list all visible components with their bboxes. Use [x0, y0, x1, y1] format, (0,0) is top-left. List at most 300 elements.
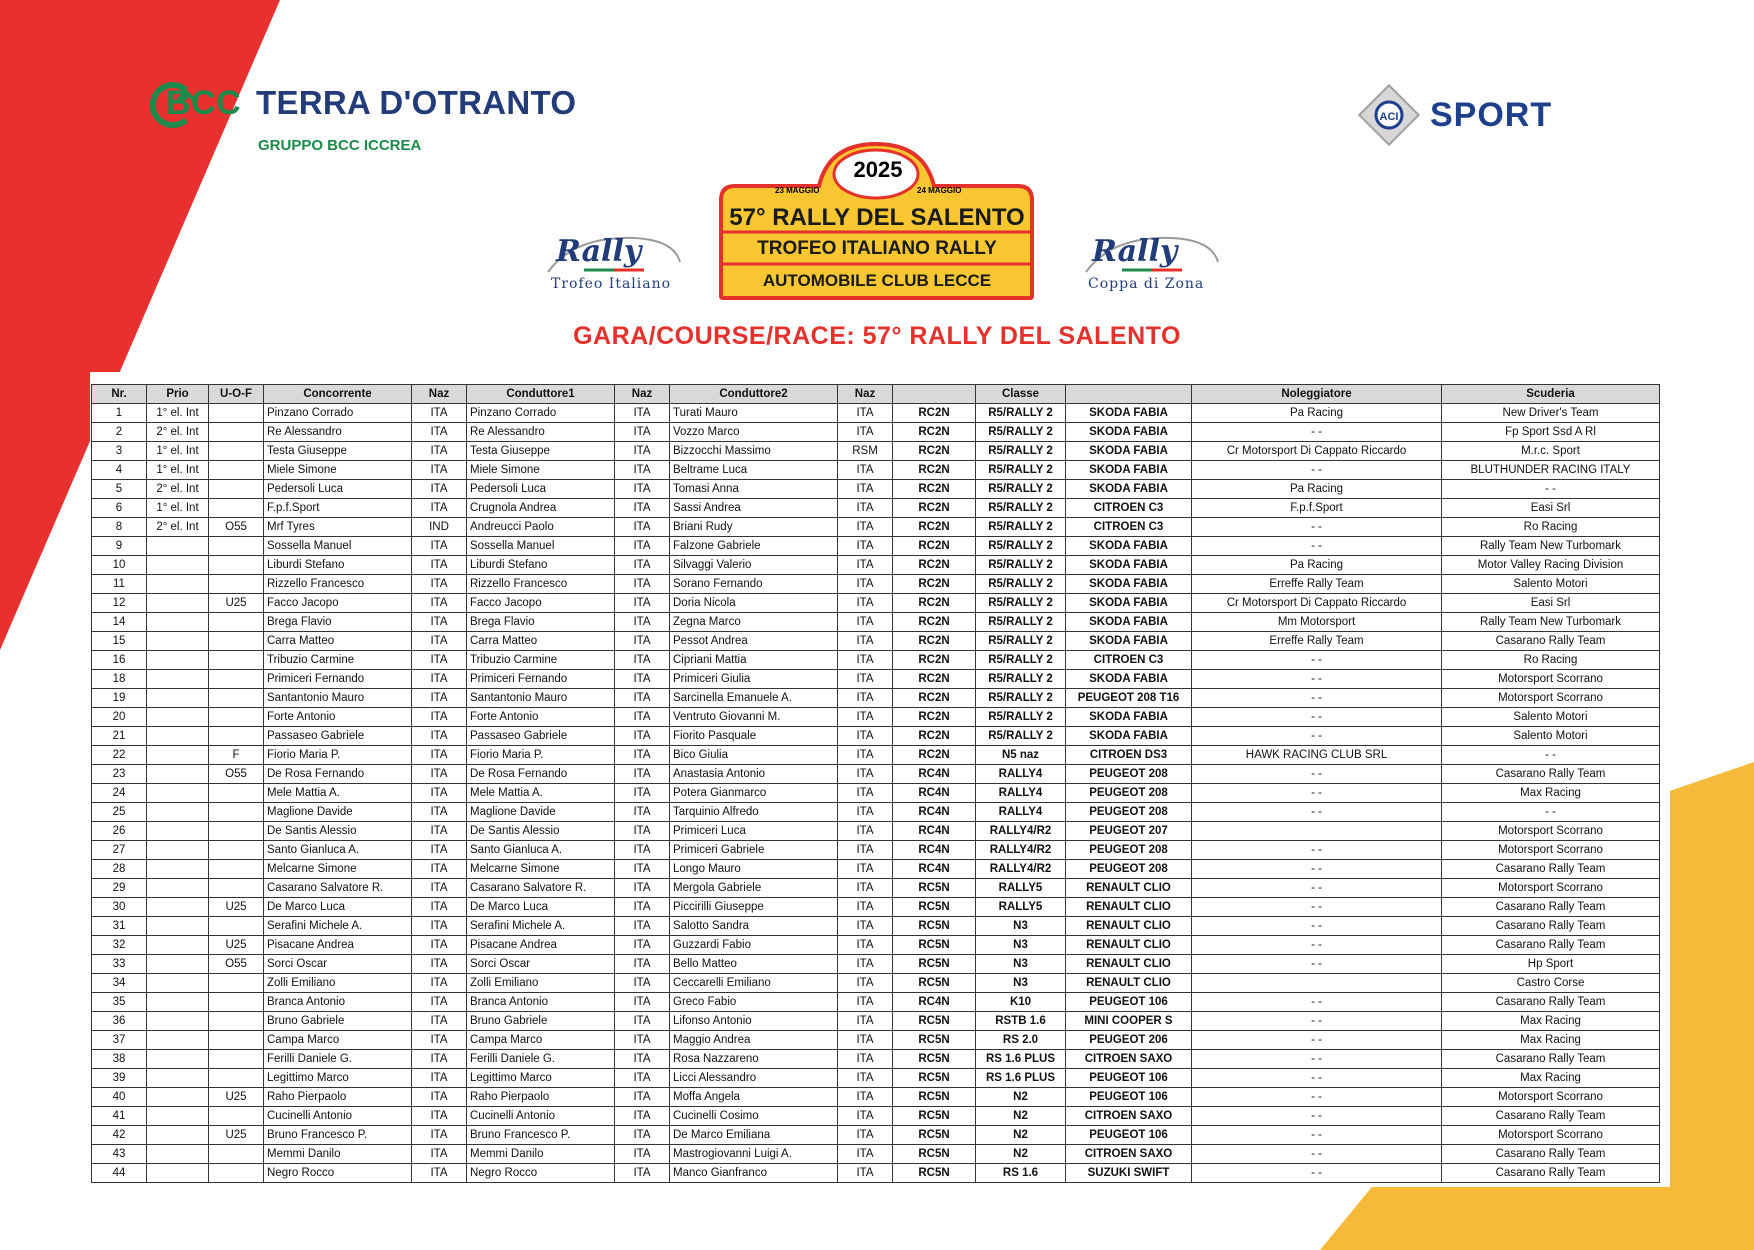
cell-naz2: ITA [615, 803, 670, 822]
cell-uof [209, 879, 264, 898]
aci-sport-wordmark: SPORT [1430, 96, 1553, 134]
cell-uof [209, 708, 264, 727]
table-row [92, 993, 1660, 1012]
cell-gruppo: RC5N [893, 1107, 976, 1126]
cell-concorrente: Pinzano Corrado [264, 404, 412, 423]
cell-conduttore2: Briani Rudy [670, 518, 838, 537]
cell-naz3: ITA [838, 841, 893, 860]
cell-naz1: IND [412, 518, 467, 537]
cell-naz2: ITA [615, 860, 670, 879]
cell-noleggiatore: - - [1192, 860, 1442, 879]
cell-classe: RSTB 1.6 [976, 1012, 1066, 1031]
cell-naz3: ITA [838, 955, 893, 974]
cell-gruppo: RC5N [893, 1126, 976, 1145]
cell-noleggiatore [1192, 822, 1442, 841]
cell-conduttore1: Bruno Francesco P. [467, 1126, 615, 1145]
cell-noleggiatore [1192, 974, 1442, 993]
cell-classe: R5/RALLY 2 [976, 651, 1066, 670]
cell-naz1: ITA [412, 898, 467, 917]
cell-prio [147, 708, 209, 727]
cell-naz1: ITA [412, 575, 467, 594]
cell-scuderia: Easi Srl [1442, 594, 1660, 613]
cell-conduttore2: Mastrogiovanni Luigi A. [670, 1145, 838, 1164]
cell-noleggiatore: F.p.f.Sport [1192, 499, 1442, 518]
cell-conduttore2: Bello Matteo [670, 955, 838, 974]
cell-gruppo: RC5N [893, 1164, 976, 1183]
cell-gruppo: RC4N [893, 841, 976, 860]
cell-nr: 30 [92, 898, 147, 917]
cell-scuderia: New Driver's Team [1442, 404, 1660, 423]
cell-naz2: ITA [615, 651, 670, 670]
cell-naz1: ITA [412, 1050, 467, 1069]
cell-classe: R5/RALLY 2 [976, 708, 1066, 727]
column-header-gruppo [893, 385, 976, 404]
cell-prio: 2° el. Int [147, 518, 209, 537]
cell-vettura: PEUGEOT 208 [1066, 765, 1192, 784]
cell-naz2: ITA [615, 898, 670, 917]
cell-conduttore2: Sarcinella Emanuele A. [670, 689, 838, 708]
cell-naz2: ITA [615, 689, 670, 708]
cell-gruppo: RC5N [893, 1088, 976, 1107]
cell-scuderia: Casarano Rally Team [1442, 1050, 1660, 1069]
cell-conduttore1: Forte Antonio [467, 708, 615, 727]
cell-nr: 33 [92, 955, 147, 974]
cell-uof [209, 442, 264, 461]
cell-prio: 2° el. Int [147, 423, 209, 442]
cell-conduttore1: Carra Matteo [467, 632, 615, 651]
cell-conduttore1: Brega Flavio [467, 613, 615, 632]
cell-nr: 4 [92, 461, 147, 480]
cell-naz3: ITA [838, 480, 893, 499]
cell-nr: 43 [92, 1145, 147, 1164]
race-title: GARA/COURSE/RACE: 57° RALLY DEL SALENTO [573, 322, 1181, 350]
cell-concorrente: Casarano Salvatore R. [264, 879, 412, 898]
cell-uof [209, 556, 264, 575]
cell-conduttore2: Beltrame Luca [670, 461, 838, 480]
cell-scuderia: Casarano Rally Team [1442, 1145, 1660, 1164]
cell-uof [209, 1031, 264, 1050]
cell-scuderia: Ro Racing [1442, 518, 1660, 537]
cell-nr: 10 [92, 556, 147, 575]
cell-conduttore1: Branca Antonio [467, 993, 615, 1012]
cell-classe: R5/RALLY 2 [976, 537, 1066, 556]
cell-uof [209, 860, 264, 879]
cell-naz2: ITA [615, 841, 670, 860]
cell-prio [147, 670, 209, 689]
cell-gruppo: RC2N [893, 537, 976, 556]
cell-uof [209, 689, 264, 708]
cell-concorrente: Testa Giuseppe [264, 442, 412, 461]
cell-conduttore2: Maggio Andrea [670, 1031, 838, 1050]
cell-scuderia: Salento Motori [1442, 575, 1660, 594]
cell-naz1: ITA [412, 632, 467, 651]
cell-noleggiatore: - - [1192, 727, 1442, 746]
cell-scuderia: Motorsport Scorrano [1442, 689, 1660, 708]
column-header-nr: Nr. [92, 385, 147, 404]
cell-conduttore1: Negro Rocco [467, 1164, 615, 1183]
cell-conduttore2: Falzone Gabriele [670, 537, 838, 556]
cell-naz1: ITA [412, 480, 467, 499]
cell-naz1: ITA [412, 765, 467, 784]
table-row [92, 556, 1660, 575]
table-row [92, 670, 1660, 689]
cell-vettura: CITROEN C3 [1066, 518, 1192, 537]
table-row [92, 1088, 1660, 1107]
cell-naz2: ITA [615, 974, 670, 993]
cell-vettura: PEUGEOT 208 T16 [1066, 689, 1192, 708]
cell-naz2: ITA [615, 1107, 670, 1126]
cell-naz3: ITA [838, 423, 893, 442]
cell-noleggiatore: - - [1192, 803, 1442, 822]
cell-naz2: ITA [615, 499, 670, 518]
cell-scuderia: Fp Sport Ssd A Rl [1442, 423, 1660, 442]
cell-noleggiatore: - - [1192, 1050, 1442, 1069]
cell-prio: 1° el. Int [147, 461, 209, 480]
cell-conduttore1: Fiorio Maria P. [467, 746, 615, 765]
cell-concorrente: Raho Pierpaolo [264, 1088, 412, 1107]
cell-noleggiatore: - - [1192, 841, 1442, 860]
cell-gruppo: RC5N [893, 974, 976, 993]
cell-vettura: SKODA FABIA [1066, 480, 1192, 499]
cell-prio [147, 632, 209, 651]
cell-classe: RALLY4/R2 [976, 841, 1066, 860]
cell-concorrente: Re Alessandro [264, 423, 412, 442]
cell-noleggiatore: - - [1192, 1126, 1442, 1145]
cell-uof [209, 632, 264, 651]
cell-nr: 24 [92, 784, 147, 803]
cell-uof: O55 [209, 765, 264, 784]
cell-naz3: ITA [838, 518, 893, 537]
cell-uof [209, 423, 264, 442]
cell-noleggiatore: - - [1192, 1088, 1442, 1107]
cell-concorrente: Legittimo Marco [264, 1069, 412, 1088]
table-row [92, 822, 1660, 841]
cell-concorrente: Mrf Tyres [264, 518, 412, 537]
cell-vettura: SUZUKI SWIFT [1066, 1164, 1192, 1183]
cell-conduttore1: Facco Jacopo [467, 594, 615, 613]
cell-gruppo: RC2N [893, 575, 976, 594]
cell-gruppo: RC2N [893, 480, 976, 499]
cell-naz3: ITA [838, 461, 893, 480]
column-header-naz2: Naz [615, 385, 670, 404]
cell-vettura: PEUGEOT 106 [1066, 993, 1192, 1012]
cell-gruppo: RC2N [893, 518, 976, 537]
cell-naz3: ITA [838, 708, 893, 727]
cell-naz3: ITA [838, 689, 893, 708]
cell-nr: 31 [92, 917, 147, 936]
cell-conduttore1: Memmi Danilo [467, 1145, 615, 1164]
cell-vettura: SKODA FABIA [1066, 404, 1192, 423]
cell-naz1: ITA [412, 993, 467, 1012]
cell-naz3: ITA [838, 556, 893, 575]
cell-vettura: RENAULT CLIO [1066, 974, 1192, 993]
table-row [92, 803, 1660, 822]
cell-noleggiatore: - - [1192, 518, 1442, 537]
cell-naz2: ITA [615, 822, 670, 841]
cell-conduttore1: Campa Marco [467, 1031, 615, 1050]
cell-scuderia: Casarano Rally Team [1442, 765, 1660, 784]
cell-naz2: ITA [615, 1050, 670, 1069]
cell-naz2: ITA [615, 594, 670, 613]
cell-scuderia: Casarano Rally Team [1442, 860, 1660, 879]
cell-noleggiatore: - - [1192, 879, 1442, 898]
bcc-wordmark: BCC [166, 84, 242, 122]
cell-naz1: ITA [412, 803, 467, 822]
cell-scuderia: - - [1442, 746, 1660, 765]
table-row [92, 784, 1660, 803]
cell-prio [147, 898, 209, 917]
cell-gruppo: RC5N [893, 1069, 976, 1088]
table-row [92, 499, 1660, 518]
cell-classe: RALLY5 [976, 879, 1066, 898]
cell-noleggiatore: - - [1192, 708, 1442, 727]
cell-gruppo: RC2N [893, 404, 976, 423]
column-header-concorrente: Concorrente [264, 385, 412, 404]
cell-naz3: ITA [838, 860, 893, 879]
cell-noleggiatore: - - [1192, 1107, 1442, 1126]
cell-conduttore2: Silvaggi Valerio [670, 556, 838, 575]
cell-concorrente: Sorci Oscar [264, 955, 412, 974]
table-row [92, 936, 1660, 955]
cell-prio [147, 1164, 209, 1183]
cell-classe: R5/RALLY 2 [976, 632, 1066, 651]
cell-classe: R5/RALLY 2 [976, 594, 1066, 613]
cell-naz3: ITA [838, 499, 893, 518]
cell-naz3: ITA [838, 746, 893, 765]
cell-naz1: ITA [412, 1012, 467, 1031]
cell-naz1: ITA [412, 404, 467, 423]
cell-uof [209, 841, 264, 860]
table-row [92, 898, 1660, 917]
table-row [92, 879, 1660, 898]
cell-nr: 36 [92, 1012, 147, 1031]
cell-scuderia: Casarano Rally Team [1442, 632, 1660, 651]
cell-naz2: ITA [615, 1164, 670, 1183]
cell-naz1: ITA [412, 1069, 467, 1088]
cell-noleggiatore: Erreffe Rally Team [1192, 632, 1442, 651]
table-row [92, 841, 1660, 860]
cell-naz1: ITA [412, 955, 467, 974]
cell-naz2: ITA [615, 993, 670, 1012]
cell-concorrente: De Rosa Fernando [264, 765, 412, 784]
cell-concorrente: Santo Gianluca A. [264, 841, 412, 860]
cell-naz3: ITA [838, 822, 893, 841]
table-row [92, 461, 1660, 480]
cell-classe: N3 [976, 936, 1066, 955]
cell-uof [209, 537, 264, 556]
cell-prio [147, 556, 209, 575]
cell-scuderia: Easi Srl [1442, 499, 1660, 518]
cell-vettura: RENAULT CLIO [1066, 917, 1192, 936]
cell-scuderia: Castro Corse [1442, 974, 1660, 993]
cell-noleggiatore: - - [1192, 1164, 1442, 1183]
cell-uof [209, 499, 264, 518]
cell-conduttore1: Pinzano Corrado [467, 404, 615, 423]
cell-scuderia: Hp Sport [1442, 955, 1660, 974]
cell-gruppo: RC5N [893, 1050, 976, 1069]
cell-noleggiatore: - - [1192, 765, 1442, 784]
cell-conduttore1: Santantonio Mauro [467, 689, 615, 708]
table-row [92, 1050, 1660, 1069]
cell-conduttore1: Cucinelli Antonio [467, 1107, 615, 1126]
cell-conduttore1: Sossella Manuel [467, 537, 615, 556]
cell-prio [147, 860, 209, 879]
cell-noleggiatore: Cr Motorsport Di Cappato Riccardo [1192, 442, 1442, 461]
cell-naz1: ITA [412, 1031, 467, 1050]
cell-concorrente: F.p.f.Sport [264, 499, 412, 518]
rally-trofeo-word: Rally [556, 234, 642, 269]
cell-gruppo: RC5N [893, 1145, 976, 1164]
cell-concorrente: Mele Mattia A. [264, 784, 412, 803]
cell-noleggiatore: - - [1192, 1012, 1442, 1031]
cell-prio [147, 765, 209, 784]
cell-nr: 5 [92, 480, 147, 499]
table-row [92, 442, 1660, 461]
cell-prio [147, 1107, 209, 1126]
cell-naz1: ITA [412, 917, 467, 936]
cell-scuderia: Max Racing [1442, 1012, 1660, 1031]
cell-naz3: ITA [838, 936, 893, 955]
cell-naz1: ITA [412, 1107, 467, 1126]
cell-prio [147, 1012, 209, 1031]
cell-conduttore1: Serafini Michele A. [467, 917, 615, 936]
cell-naz2: ITA [615, 879, 670, 898]
cell-naz3: ITA [838, 974, 893, 993]
cell-vettura: PEUGEOT 106 [1066, 1069, 1192, 1088]
table-body [92, 404, 1660, 1183]
cell-concorrente: Bruno Francesco P. [264, 1126, 412, 1145]
cell-gruppo: RC5N [893, 955, 976, 974]
cell-classe: R5/RALLY 2 [976, 461, 1066, 480]
plate-event-name: 57° RALLY DEL SALENTO [729, 204, 1025, 231]
column-header-conduttore2: Conduttore2 [670, 385, 838, 404]
cell-concorrente: Bruno Gabriele [264, 1012, 412, 1031]
plate-trophy: TROFEO ITALIANO RALLY [757, 238, 997, 259]
cell-classe: R5/RALLY 2 [976, 423, 1066, 442]
cell-noleggiatore: - - [1192, 784, 1442, 803]
table-row [92, 1107, 1660, 1126]
cell-uof [209, 1050, 264, 1069]
cell-naz3: ITA [838, 1069, 893, 1088]
cell-naz1: ITA [412, 1145, 467, 1164]
cell-naz1: ITA [412, 594, 467, 613]
cell-nr: 38 [92, 1050, 147, 1069]
cell-vettura: RENAULT CLIO [1066, 936, 1192, 955]
table-row [92, 955, 1660, 974]
cell-classe: R5/RALLY 2 [976, 727, 1066, 746]
cell-conduttore2: Salotto Sandra [670, 917, 838, 936]
cell-scuderia: Motorsport Scorrano [1442, 1126, 1660, 1145]
table-row [92, 423, 1660, 442]
cell-uof [209, 651, 264, 670]
cell-uof [209, 974, 264, 993]
cell-concorrente: Branca Antonio [264, 993, 412, 1012]
cell-uof: U25 [209, 1126, 264, 1145]
cell-conduttore1: Casarano Salvatore R. [467, 879, 615, 898]
cell-naz3: ITA [838, 784, 893, 803]
cell-classe: N2 [976, 1107, 1066, 1126]
cell-noleggiatore: - - [1192, 936, 1442, 955]
cell-naz3: ITA [838, 613, 893, 632]
cell-conduttore2: Pessot Andrea [670, 632, 838, 651]
cell-vettura: CITROEN C3 [1066, 651, 1192, 670]
cell-vettura: RENAULT CLIO [1066, 898, 1192, 917]
cell-uof [209, 613, 264, 632]
cell-conduttore1: Andreucci Paolo [467, 518, 615, 537]
cell-noleggiatore: - - [1192, 993, 1442, 1012]
cell-naz3: ITA [838, 1050, 893, 1069]
cell-conduttore1: Bruno Gabriele [467, 1012, 615, 1031]
cell-naz1: ITA [412, 499, 467, 518]
cell-naz3: ITA [838, 765, 893, 784]
cell-uof [209, 822, 264, 841]
cell-prio [147, 936, 209, 955]
cell-classe: R5/RALLY 2 [976, 613, 1066, 632]
cell-classe: N2 [976, 1088, 1066, 1107]
cell-nr: 2 [92, 423, 147, 442]
cell-conduttore2: Primiceri Gabriele [670, 841, 838, 860]
cell-nr: 18 [92, 670, 147, 689]
table-row [92, 746, 1660, 765]
cell-prio: 1° el. Int [147, 499, 209, 518]
table-header-row [92, 385, 1660, 404]
cell-prio [147, 1145, 209, 1164]
cell-naz2: ITA [615, 556, 670, 575]
table-row [92, 689, 1660, 708]
cell-vettura: SKODA FABIA [1066, 632, 1192, 651]
cell-naz3: ITA [838, 1164, 893, 1183]
rally-coppa-subtitle: Coppa di Zona [1088, 276, 1205, 292]
cell-naz1: ITA [412, 670, 467, 689]
cell-classe: RALLY5 [976, 898, 1066, 917]
cell-conduttore2: Cipriani Mattia [670, 651, 838, 670]
cell-nr: 25 [92, 803, 147, 822]
cell-gruppo: RC2N [893, 442, 976, 461]
table-row [92, 575, 1660, 594]
cell-prio [147, 1126, 209, 1145]
cell-conduttore2: Fiorito Pasquale [670, 727, 838, 746]
cell-gruppo: RC2N [893, 651, 976, 670]
cell-vettura: CITROEN C3 [1066, 499, 1192, 518]
column-header-prio: Prio [147, 385, 209, 404]
column-header-noleggiatore: Noleggiatore [1192, 385, 1442, 404]
cell-prio [147, 974, 209, 993]
cell-uof [209, 727, 264, 746]
cell-nr: 44 [92, 1164, 147, 1183]
cell-concorrente: Fiorio Maria P. [264, 746, 412, 765]
cell-nr: 11 [92, 575, 147, 594]
cell-concorrente: Ferilli Daniele G. [264, 1050, 412, 1069]
cell-vettura: PEUGEOT 206 [1066, 1031, 1192, 1050]
cell-conduttore1: De Rosa Fernando [467, 765, 615, 784]
cell-conduttore1: De Santis Alessio [467, 822, 615, 841]
cell-conduttore2: Ceccarelli Emiliano [670, 974, 838, 993]
cell-uof [209, 803, 264, 822]
cell-vettura: PEUGEOT 207 [1066, 822, 1192, 841]
cell-naz1: ITA [412, 556, 467, 575]
cell-nr: 39 [92, 1069, 147, 1088]
cell-conduttore1: Re Alessandro [467, 423, 615, 442]
cell-naz1: ITA [412, 746, 467, 765]
cell-prio [147, 1069, 209, 1088]
cell-gruppo: RC4N [893, 803, 976, 822]
cell-concorrente: Pisacane Andrea [264, 936, 412, 955]
cell-naz1: ITA [412, 860, 467, 879]
cell-naz2: ITA [615, 404, 670, 423]
cell-naz2: ITA [615, 936, 670, 955]
cell-conduttore1: Raho Pierpaolo [467, 1088, 615, 1107]
cell-nr: 21 [92, 727, 147, 746]
